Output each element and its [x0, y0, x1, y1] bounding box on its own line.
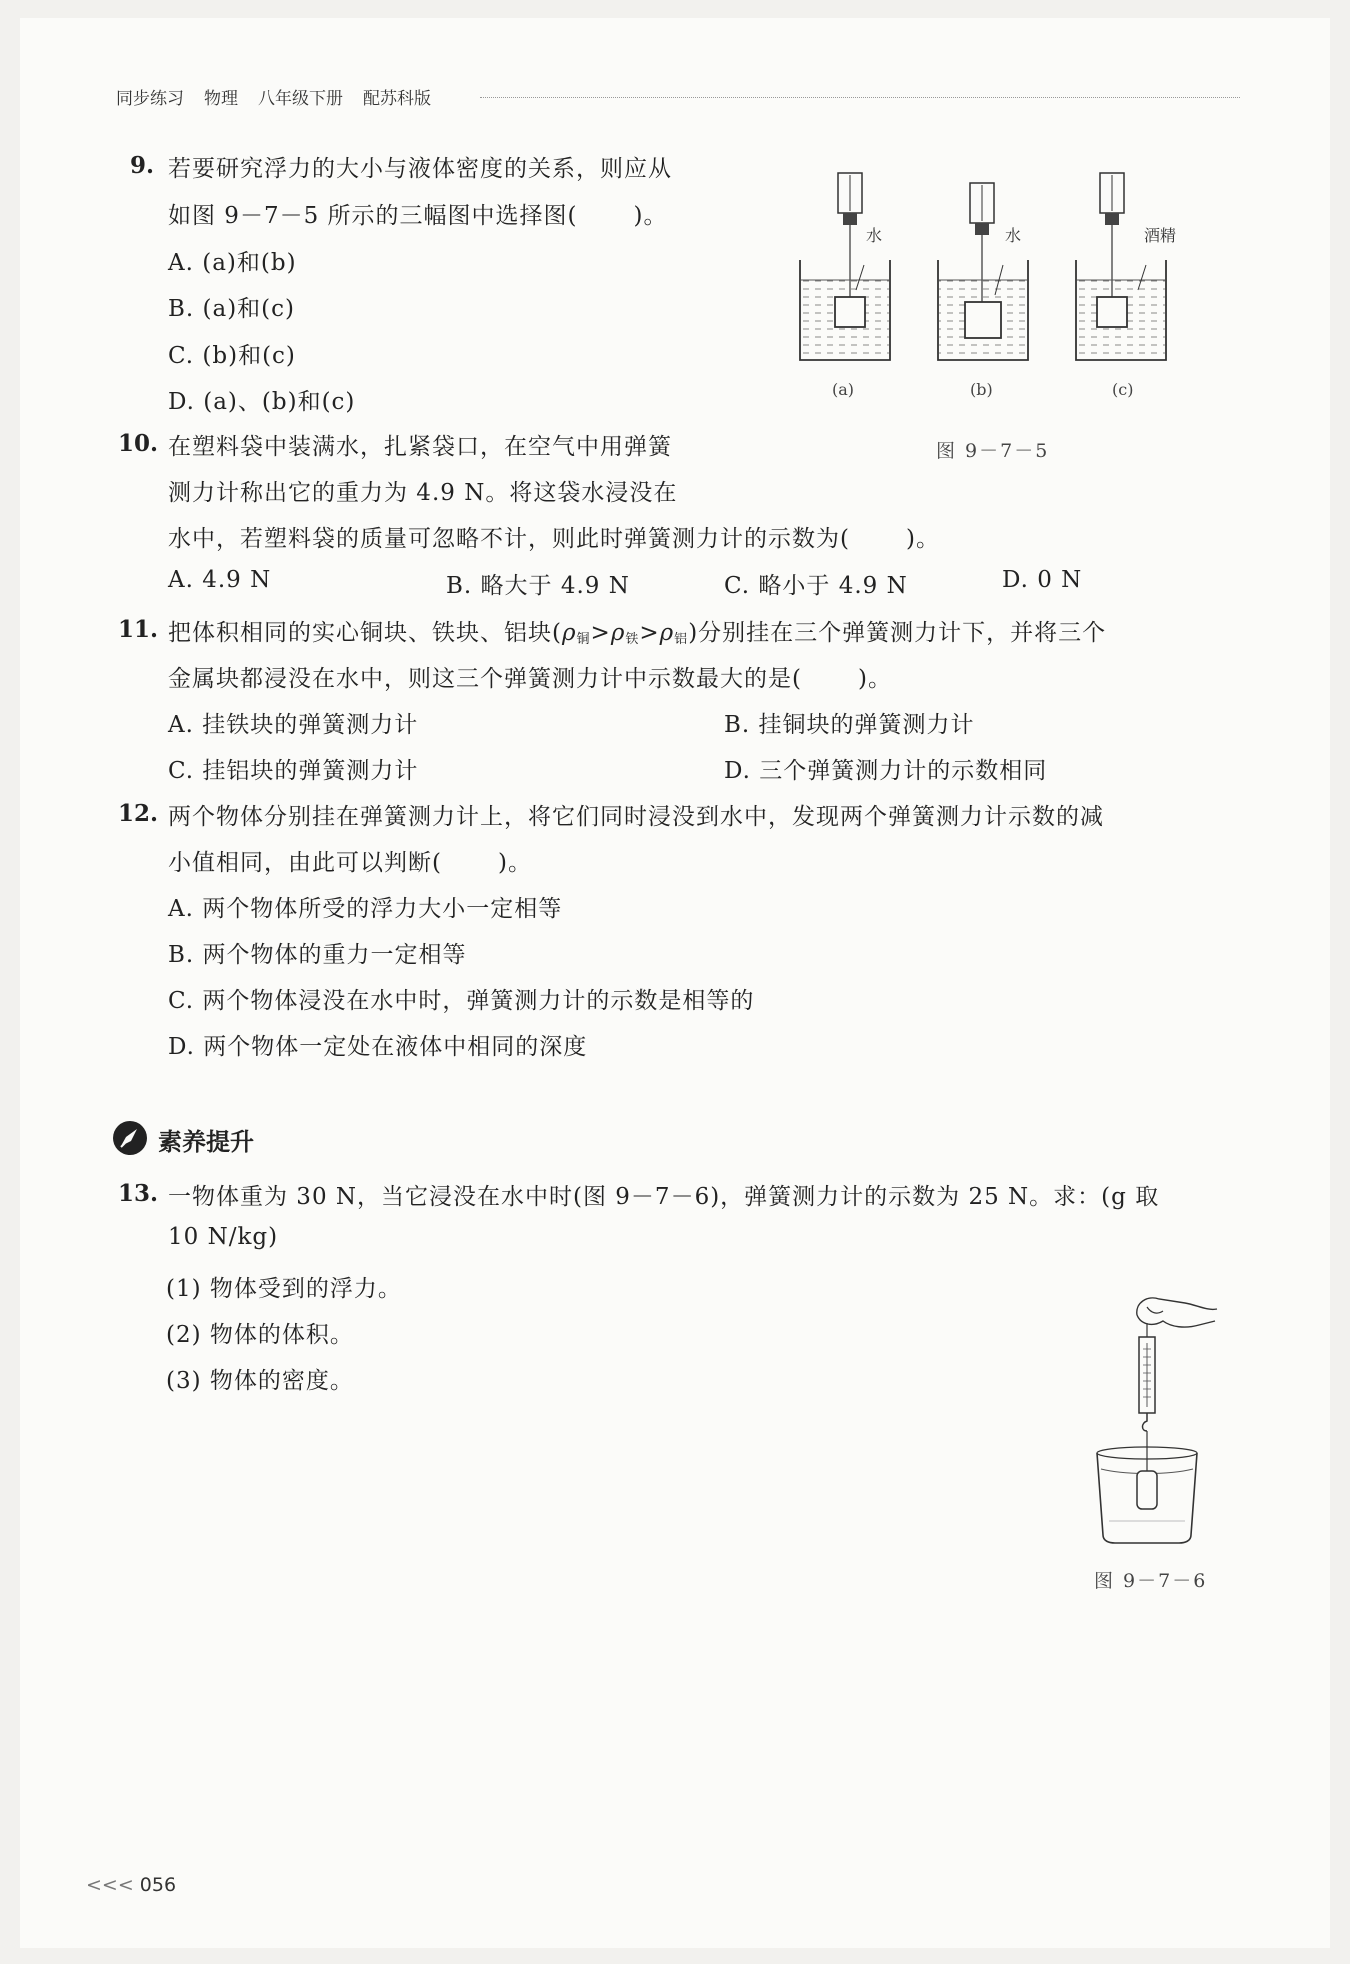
q13-part-1: (1) 物体受到的浮力。	[166, 1276, 402, 1302]
q13-part-3: (3) 物体的密度。	[166, 1368, 354, 1394]
setup-b	[938, 183, 1028, 399]
q9-option-b: B. (a)和(c)	[168, 296, 296, 322]
q9-line2b: )。	[633, 203, 668, 229]
q9-option-a: A. (a)和(b)	[168, 250, 297, 276]
header-series: 同步练习	[116, 89, 184, 109]
q10-line3a: 水中，若塑料袋的质量可忽略不计，则此时弹簧测力计的示数为(	[168, 526, 850, 552]
q13-number: 13.	[118, 1180, 159, 1207]
section-title: 素养提升	[158, 1128, 254, 1156]
block-a	[835, 297, 865, 327]
figure-9-7-6-caption: 图 9－7－6	[1094, 1570, 1208, 1592]
figure-9-7-5-caption: 图 9－7－5	[936, 440, 1050, 462]
q11-line2b: )。	[857, 666, 892, 692]
header-edition: 配苏科版	[363, 89, 431, 109]
q12-number: 12.	[118, 800, 159, 827]
q13-part-2: (2) 物体的体积。	[166, 1322, 354, 1348]
gt-sign: >	[590, 620, 611, 646]
q12-option-b: B. 两个物体的重力一定相等	[168, 942, 467, 968]
q10-line2: 测力计称出它的重力为 4.9 N。将这袋水浸没在	[168, 480, 678, 506]
rho-symbol: ρ	[561, 620, 577, 646]
chevron-left-icon: <<<	[86, 1874, 134, 1896]
q10-number: 10.	[118, 430, 159, 457]
q12-line2b: )。	[497, 850, 532, 876]
cylinder-object	[1137, 1471, 1157, 1509]
fig-label-a: (a)	[832, 380, 855, 399]
q9-line2	[168, 197, 667, 230]
page-footer	[86, 1874, 176, 1896]
q10-option-c: C. 略小于 4.9 N	[724, 573, 908, 599]
q10-line3b: )。	[905, 526, 940, 552]
figure-9-7-6	[1075, 1285, 1225, 1555]
sub-copper: 铜	[576, 632, 591, 647]
block-b	[965, 302, 1001, 338]
q9-number: 9.	[130, 152, 155, 179]
block-c	[1097, 297, 1127, 327]
liquid-label-b: 水	[1005, 226, 1022, 245]
fig-label-b: (b)	[970, 380, 993, 399]
liquid-label-c: 酒精	[1144, 226, 1177, 245]
q9-line2a: 如图 9－7－5 所示的三幅图中选择图(	[168, 203, 578, 229]
setup-c	[1076, 173, 1176, 399]
q10-option-d: D. 0 N	[1002, 567, 1083, 593]
figure-9-7-5	[790, 165, 1180, 405]
q11-line1	[168, 614, 1106, 647]
q13-line1: 一物体重为 30 N，当它浸没在水中时(图 9－7－6)，弹簧测力计的示数为 25 N。求：(g 取	[168, 1184, 1160, 1210]
q12-option-a: A. 两个物体所受的浮力大小一定相等	[168, 896, 563, 922]
q11-line2a: 金属块都浸没在水中，则这三个弹簧测力计中示数最大的是(	[168, 666, 802, 692]
sub-iron: 铁	[625, 632, 640, 647]
q11-line1b: )分别挂在三个弹簧测力计下，并将三个	[688, 620, 1107, 646]
gt-sign: >	[639, 620, 660, 646]
q11-option-c: C. 挂铝块的弹簧测力计	[168, 758, 419, 784]
running-header	[116, 84, 431, 109]
q10-line3	[168, 520, 940, 553]
setup-a	[800, 173, 890, 399]
q12-line2a: 小值相同，由此可以判断(	[168, 850, 442, 876]
rocket-icon	[112, 1120, 148, 1156]
q10-option-b: B. 略大于 4.9 N	[446, 573, 630, 599]
rho-symbol: ρ	[610, 620, 626, 646]
q10-option-a: A. 4.9 N	[168, 567, 272, 593]
page-number: 056	[139, 1874, 177, 1896]
liquid-label-a: 水	[866, 226, 883, 245]
rho-symbol: ρ	[659, 620, 675, 646]
q11-line1a: 把体积相同的实心铜块、铁块、铝块(	[168, 620, 562, 646]
q12-option-d: D. 两个物体一定处在液体中相同的深度	[168, 1034, 588, 1060]
q13-line2: 10 N/kg)	[168, 1224, 279, 1250]
q11-option-d: D. 三个弹簧测力计的示数相同	[724, 758, 1048, 784]
fig-label-c: (c)	[1112, 380, 1134, 399]
sub-aluminum: 铝	[674, 632, 689, 647]
q11-option-b: B. 挂铜块的弹簧测力计	[724, 712, 975, 738]
q9-line1: 若要研究浮力的大小与液体密度的关系，则应从	[168, 156, 672, 182]
q11-option-a: A. 挂铁块的弹簧测力计	[168, 712, 419, 738]
header-subject: 物理	[204, 89, 238, 109]
q11-number: 11.	[118, 616, 159, 643]
q9-option-c: C. (b)和(c)	[168, 343, 296, 369]
q11-line2	[168, 660, 892, 693]
q9-option-d: D. (a)、(b)和(c)	[168, 389, 356, 415]
hand-icon	[1137, 1298, 1217, 1327]
q12-option-c: C. 两个物体浸没在水中时，弹簧测力计的示数是相等的	[168, 988, 755, 1014]
q10-line1: 在塑料袋中装满水，扎紧袋口，在空气中用弹簧	[168, 434, 672, 460]
header-grade: 八年级下册	[258, 89, 343, 109]
q12-line1: 两个物体分别挂在弹簧测力计上，将它们同时浸没到水中，发现两个弹簧测力计示数的减	[168, 804, 1104, 830]
header-rule	[480, 97, 1240, 98]
q12-line2	[168, 844, 532, 877]
